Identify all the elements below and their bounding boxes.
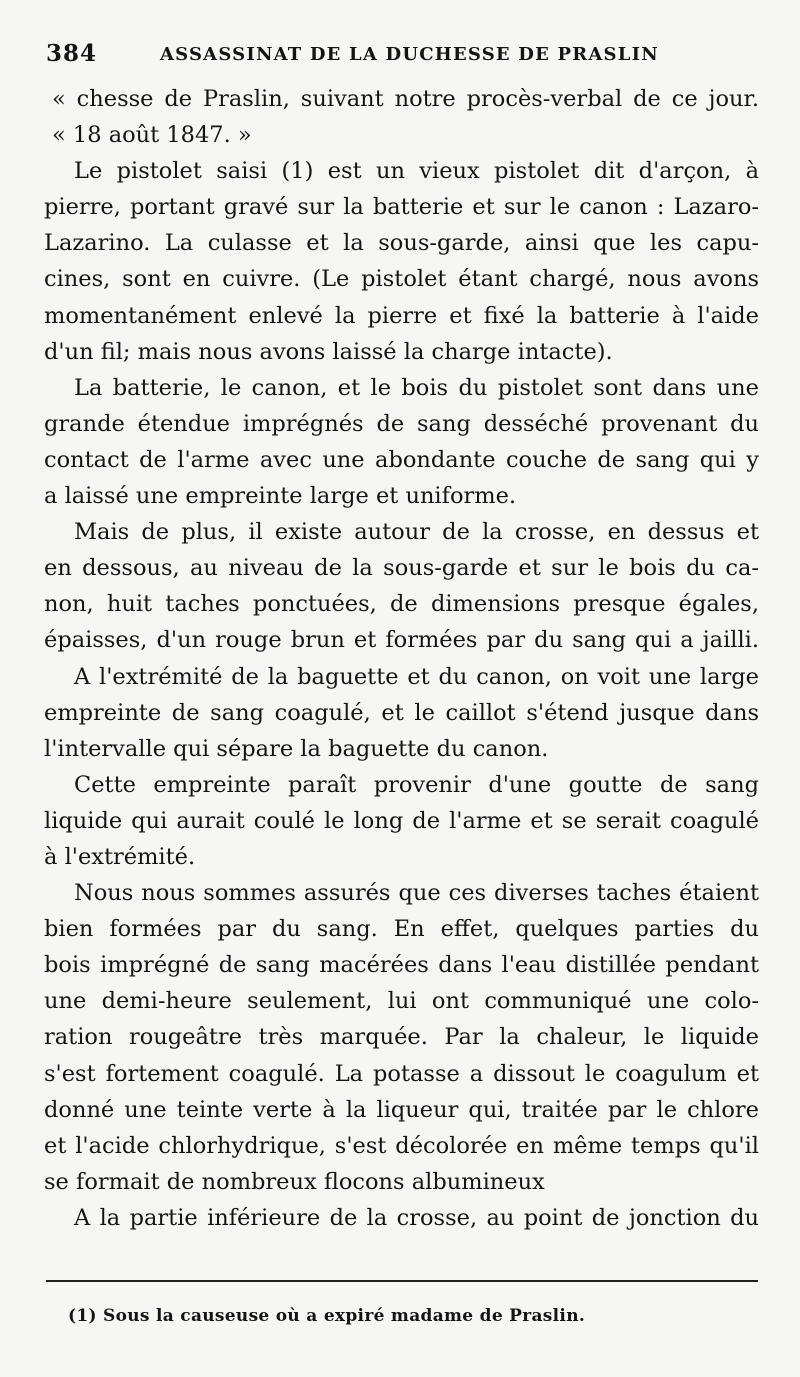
text-line: liquide qui aurait coulé le long de l'arme et se serait coagulé [44,807,759,834]
paragraph-first-line: Le pistolet saisi (1) est un vieux pistolet dit d'arçon, à [74,158,759,185]
text-line: « 18 août 1847. » [52,122,252,149]
page-number: 384 [46,40,98,67]
text-line: l'intervalle qui sépare la baguette du canon. [44,735,549,762]
text-line: grande étendue imprégnés de sang desséché provenant du [44,410,759,437]
text-line: donné une teinte verte à la liqueur qui, traitée par le chlore [44,1096,759,1123]
text-line: contact de l'arme avec une abondante couche de sang qui y [44,446,759,473]
text-line: en dessous, au niveau de la sous-garde et sur le bois du ca- [44,555,759,582]
paragraph-first-line: Mais de plus, il existe autour de la crosse, en dessus et [74,519,759,546]
running-head [46,40,758,76]
text-line: à l'extrémité. [44,843,196,870]
text-line: Lazarino. La culasse et la sous-garde, ainsi que les capu- [44,230,759,257]
text-line: une demi-heure seulement, lui ont communiqué une colo- [44,988,759,1015]
text-line: se formait de nombreux flocons albumineux [44,1168,545,1195]
footnote-divider [46,1280,758,1282]
body-text [44,81,759,1236]
paragraph-first-line: La batterie, le canon, et le bois du pistolet sont dans une [74,374,759,401]
paragraph-first-line: Cette empreinte paraît provenir d'une goutte de sang [74,771,759,798]
text-line: pierre, portant gravé sur la batterie et sur le canon : Lazaro- [44,194,759,221]
text-line: épaisses, d'un rouge brun et formées par du sang qui a jailli. [44,627,759,654]
text-line: empreinte de sang coagulé, et le caillot s'étend jusque dans [44,699,759,726]
text-line: non, huit taches ponctuées, de dimensions presque égales, [44,591,759,618]
text-line: bois imprégné de sang macérées dans l'eau distillée pendant [44,952,759,979]
text-line: s'est fortement coagulé. La potasse a dissout le coagulum et [44,1060,759,1087]
footnote: (1) Sous la causeuse où a expiré madame de Praslin. [68,1306,586,1326]
text-line: momentanément enlevé la pierre et fixé la batterie à l'aide [44,302,759,329]
text-line: a laissé une empreinte large et uniforme. [44,483,517,510]
paragraph-first-line: A l'extrémité de la baguette et du canon, on voit une large [74,663,759,690]
text-line: et l'acide chlorhydrique, s'est décolorée en même temps qu'il [44,1132,759,1159]
text-line: ration rougeâtre très marquée. Par la chaleur, le liquide [44,1024,759,1051]
text-line: d'un fil; mais nous avons laissé la charge intacte). [44,338,613,365]
text-line: cines, sont en cuivre. (Le pistolet étant chargé, nous avons [44,266,759,293]
text-line: bien formées par du sang. En effet, quelques parties du [44,916,759,943]
running-title: ASSASSINAT DE LA DUCHESSE DE PRASLIN [160,44,659,65]
paragraph-first-line: Nous nous sommes assurés que ces diverses taches étaient [74,880,759,907]
paragraph-first-line: A la partie inférieure de la crosse, au point de jonction du [74,1204,759,1231]
text-line: « chesse de Praslin, suivant notre procès-verbal de ce jour. [52,86,759,112]
